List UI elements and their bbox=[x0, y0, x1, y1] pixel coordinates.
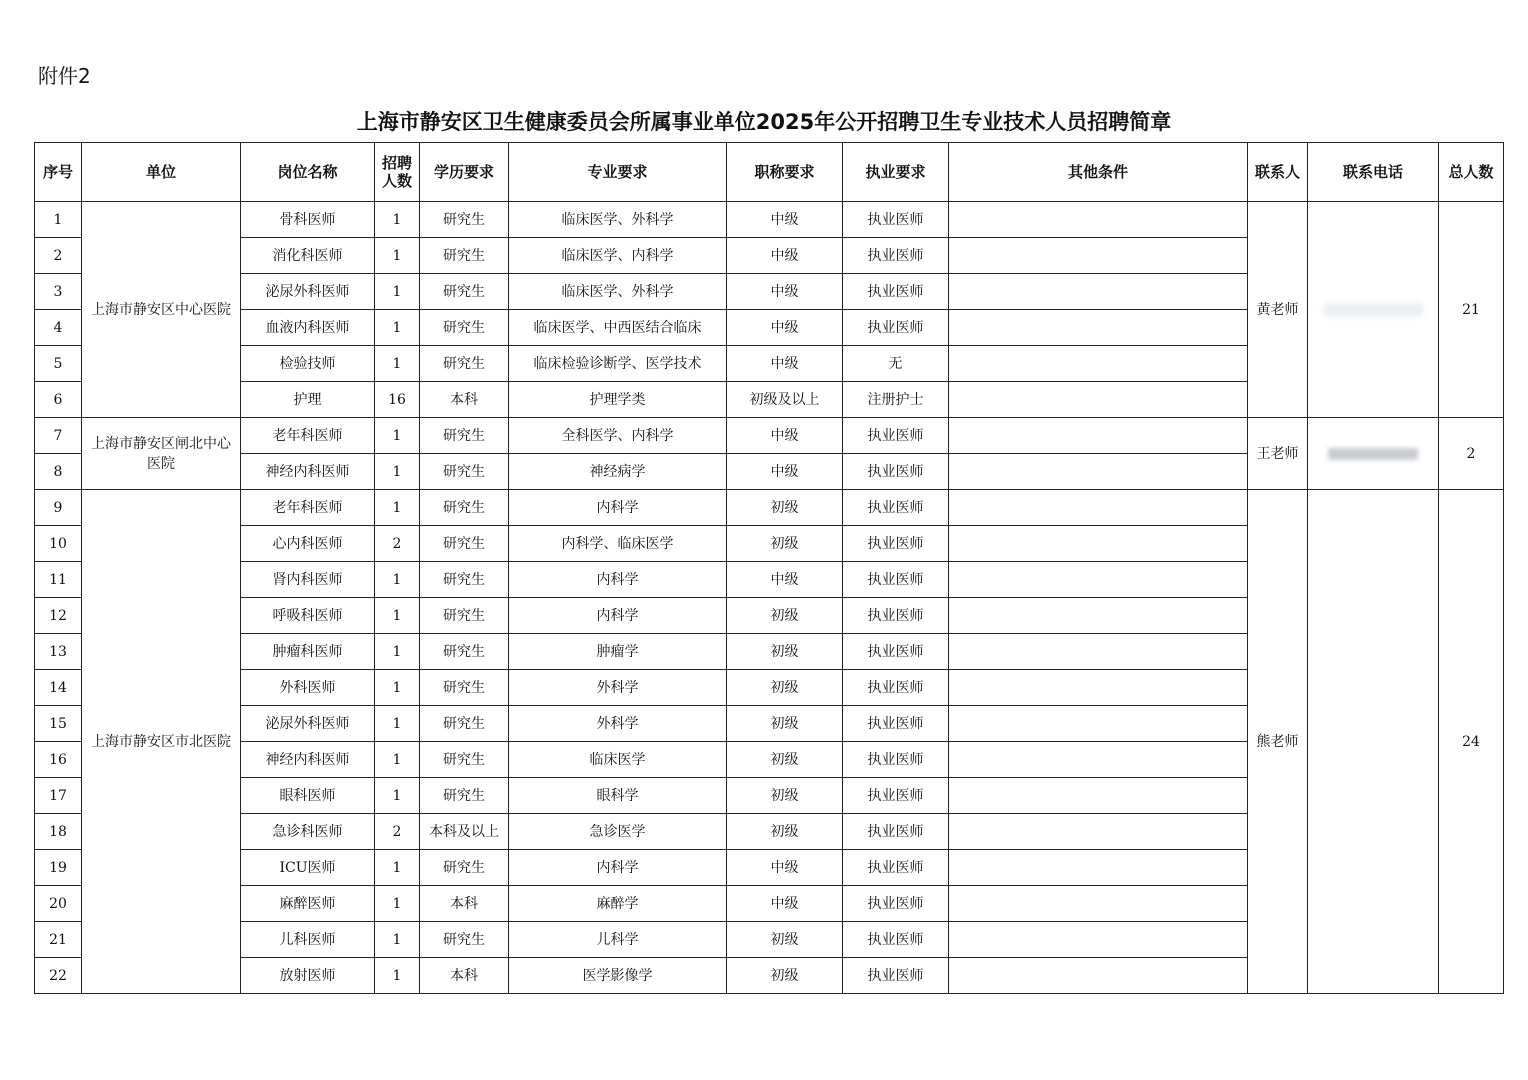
redacted-phone bbox=[1328, 448, 1418, 460]
title-req: 初级 bbox=[727, 778, 843, 814]
education-req: 研究生 bbox=[420, 706, 509, 742]
header-post: 岗位名称 bbox=[241, 143, 375, 202]
education-req: 本科 bbox=[420, 382, 509, 418]
post-name: 泌尿外科医师 bbox=[241, 274, 375, 310]
row-index: 14 bbox=[35, 670, 82, 706]
post-name: 肾内科医师 bbox=[241, 562, 375, 598]
recruit-count: 2 bbox=[375, 526, 420, 562]
license-req: 执业医师 bbox=[843, 274, 949, 310]
license-req: 执业医师 bbox=[843, 202, 949, 238]
other-conditions bbox=[949, 418, 1248, 454]
title-req: 中级 bbox=[727, 454, 843, 490]
unit-name: 上海市静安区市北医院 bbox=[82, 490, 241, 994]
contact-phone bbox=[1308, 418, 1439, 490]
recruit-count: 1 bbox=[375, 670, 420, 706]
major-req: 护理学类 bbox=[509, 382, 727, 418]
recruit-count: 2 bbox=[375, 814, 420, 850]
row-index: 17 bbox=[35, 778, 82, 814]
major-req: 眼科学 bbox=[509, 778, 727, 814]
recruit-count: 1 bbox=[375, 742, 420, 778]
education-req: 研究生 bbox=[420, 346, 509, 382]
post-name: 血液内科医师 bbox=[241, 310, 375, 346]
title-req: 初级 bbox=[727, 598, 843, 634]
post-name: 护理 bbox=[241, 382, 375, 418]
table-header-row bbox=[35, 143, 1504, 202]
post-name: 老年科医师 bbox=[241, 490, 375, 526]
row-index: 1 bbox=[35, 202, 82, 238]
education-req: 研究生 bbox=[420, 526, 509, 562]
other-conditions bbox=[949, 778, 1248, 814]
recruit-count: 1 bbox=[375, 598, 420, 634]
table-row bbox=[35, 490, 1504, 526]
major-req: 外科学 bbox=[509, 670, 727, 706]
post-name: 骨科医师 bbox=[241, 202, 375, 238]
header-phone: 联系电话 bbox=[1308, 143, 1439, 202]
recruit-count: 1 bbox=[375, 454, 420, 490]
recruitment-table bbox=[34, 142, 1504, 994]
other-conditions bbox=[949, 310, 1248, 346]
other-conditions bbox=[949, 346, 1248, 382]
major-req: 内科学 bbox=[509, 490, 727, 526]
row-index: 16 bbox=[35, 742, 82, 778]
post-name: 眼科医师 bbox=[241, 778, 375, 814]
contact-person: 熊老师 bbox=[1248, 490, 1308, 994]
title-req: 中级 bbox=[727, 274, 843, 310]
license-req: 执业医师 bbox=[843, 886, 949, 922]
education-req: 研究生 bbox=[420, 742, 509, 778]
license-req: 执业医师 bbox=[843, 418, 949, 454]
header-total: 总人数 bbox=[1439, 143, 1504, 202]
title-req: 初级 bbox=[727, 922, 843, 958]
education-req: 研究生 bbox=[420, 274, 509, 310]
title-req: 中级 bbox=[727, 886, 843, 922]
title-req: 中级 bbox=[727, 202, 843, 238]
license-req: 执业医师 bbox=[843, 526, 949, 562]
header-index: 序号 bbox=[35, 143, 82, 202]
other-conditions bbox=[949, 922, 1248, 958]
major-req: 肿瘤学 bbox=[509, 634, 727, 670]
license-req: 执业医师 bbox=[843, 238, 949, 274]
title-req: 初级 bbox=[727, 958, 843, 994]
row-index: 10 bbox=[35, 526, 82, 562]
contact-person: 王老师 bbox=[1248, 418, 1308, 490]
education-req: 研究生 bbox=[420, 850, 509, 886]
row-index: 11 bbox=[35, 562, 82, 598]
major-req: 医学影像学 bbox=[509, 958, 727, 994]
other-conditions bbox=[949, 526, 1248, 562]
education-req: 研究生 bbox=[420, 562, 509, 598]
title-req: 初级 bbox=[727, 814, 843, 850]
row-index: 8 bbox=[35, 454, 82, 490]
title-req: 初级 bbox=[727, 742, 843, 778]
other-conditions bbox=[949, 670, 1248, 706]
other-conditions bbox=[949, 742, 1248, 778]
contact-person: 黄老师 bbox=[1248, 202, 1308, 418]
title-req: 中级 bbox=[727, 310, 843, 346]
post-name: 放射医师 bbox=[241, 958, 375, 994]
recruit-count: 1 bbox=[375, 238, 420, 274]
other-conditions bbox=[949, 958, 1248, 994]
table-row bbox=[35, 418, 1504, 454]
attachment-label: 附件2 bbox=[38, 64, 91, 88]
row-index: 12 bbox=[35, 598, 82, 634]
education-req: 研究生 bbox=[420, 634, 509, 670]
post-name: 儿科医师 bbox=[241, 922, 375, 958]
education-req: 研究生 bbox=[420, 418, 509, 454]
post-name: 检验技师 bbox=[241, 346, 375, 382]
other-conditions bbox=[949, 274, 1248, 310]
major-req: 临床医学 bbox=[509, 742, 727, 778]
education-req: 本科及以上 bbox=[420, 814, 509, 850]
row-index: 3 bbox=[35, 274, 82, 310]
major-req: 内科学 bbox=[509, 562, 727, 598]
post-name: 呼吸科医师 bbox=[241, 598, 375, 634]
license-req: 执业医师 bbox=[843, 670, 949, 706]
license-req: 执业医师 bbox=[843, 922, 949, 958]
major-req: 临床医学、内科学 bbox=[509, 238, 727, 274]
header-contact: 联系人 bbox=[1248, 143, 1308, 202]
license-req: 注册护士 bbox=[843, 382, 949, 418]
license-req: 执业医师 bbox=[843, 706, 949, 742]
education-req: 研究生 bbox=[420, 202, 509, 238]
post-name: 老年科医师 bbox=[241, 418, 375, 454]
row-index: 20 bbox=[35, 886, 82, 922]
row-index: 7 bbox=[35, 418, 82, 454]
other-conditions bbox=[949, 238, 1248, 274]
title-req: 中级 bbox=[727, 238, 843, 274]
row-index: 18 bbox=[35, 814, 82, 850]
recruit-count: 1 bbox=[375, 778, 420, 814]
education-req: 本科 bbox=[420, 958, 509, 994]
major-req: 内科学 bbox=[509, 850, 727, 886]
education-req: 研究生 bbox=[420, 454, 509, 490]
major-req: 麻醉学 bbox=[509, 886, 727, 922]
post-name: 外科医师 bbox=[241, 670, 375, 706]
post-name: 肿瘤科医师 bbox=[241, 634, 375, 670]
license-req: 执业医师 bbox=[843, 454, 949, 490]
other-conditions bbox=[949, 634, 1248, 670]
recruit-count: 1 bbox=[375, 274, 420, 310]
recruit-count: 1 bbox=[375, 886, 420, 922]
other-conditions bbox=[949, 382, 1248, 418]
post-name: 神经内科医师 bbox=[241, 742, 375, 778]
license-req: 执业医师 bbox=[843, 634, 949, 670]
education-req: 研究生 bbox=[420, 922, 509, 958]
other-conditions bbox=[949, 598, 1248, 634]
unit-total: 21 bbox=[1439, 202, 1504, 418]
other-conditions bbox=[949, 814, 1248, 850]
recruit-count: 1 bbox=[375, 634, 420, 670]
education-req: 研究生 bbox=[420, 598, 509, 634]
row-index: 5 bbox=[35, 346, 82, 382]
other-conditions bbox=[949, 886, 1248, 922]
redacted-phone bbox=[1323, 303, 1423, 317]
major-req: 临床检验诊断学、医学技术 bbox=[509, 346, 727, 382]
major-req: 外科学 bbox=[509, 706, 727, 742]
education-req: 研究生 bbox=[420, 490, 509, 526]
header-title: 职称要求 bbox=[727, 143, 843, 202]
other-conditions bbox=[949, 562, 1248, 598]
major-req: 临床医学、外科学 bbox=[509, 274, 727, 310]
header-education: 学历要求 bbox=[420, 143, 509, 202]
recruit-count: 1 bbox=[375, 562, 420, 598]
header-major: 专业要求 bbox=[509, 143, 727, 202]
major-req: 急诊医学 bbox=[509, 814, 727, 850]
table-body bbox=[35, 202, 1504, 994]
education-req: 研究生 bbox=[420, 670, 509, 706]
unit-total: 24 bbox=[1439, 490, 1504, 994]
other-conditions bbox=[949, 202, 1248, 238]
header-other: 其他条件 bbox=[949, 143, 1248, 202]
row-index: 6 bbox=[35, 382, 82, 418]
other-conditions bbox=[949, 850, 1248, 886]
title-req: 中级 bbox=[727, 562, 843, 598]
major-req: 儿科学 bbox=[509, 922, 727, 958]
row-index: 4 bbox=[35, 310, 82, 346]
header-unit: 单位 bbox=[82, 143, 241, 202]
post-name: ICU医师 bbox=[241, 850, 375, 886]
title-req: 中级 bbox=[727, 418, 843, 454]
title-req: 初级 bbox=[727, 526, 843, 562]
title-req: 初级 bbox=[727, 670, 843, 706]
contact-phone bbox=[1308, 490, 1439, 994]
row-index: 15 bbox=[35, 706, 82, 742]
license-req: 执业医师 bbox=[843, 742, 949, 778]
recruit-count: 1 bbox=[375, 202, 420, 238]
unit-total: 2 bbox=[1439, 418, 1504, 490]
row-index: 13 bbox=[35, 634, 82, 670]
recruit-count: 1 bbox=[375, 706, 420, 742]
title-req: 中级 bbox=[727, 850, 843, 886]
contact-phone bbox=[1308, 202, 1439, 418]
row-index: 2 bbox=[35, 238, 82, 274]
license-req: 执业医师 bbox=[843, 958, 949, 994]
title-req: 初级 bbox=[727, 490, 843, 526]
education-req: 研究生 bbox=[420, 238, 509, 274]
major-req: 临床医学、外科学 bbox=[509, 202, 727, 238]
row-index: 21 bbox=[35, 922, 82, 958]
major-req: 内科学 bbox=[509, 598, 727, 634]
education-req: 本科 bbox=[420, 886, 509, 922]
recruit-count: 1 bbox=[375, 346, 420, 382]
page-title: 上海市静安区卫生健康委员会所属事业单位2025年公开招聘卫生专业技术人员招聘简章 bbox=[356, 110, 1172, 134]
title-req: 初级及以上 bbox=[727, 382, 843, 418]
header-count: 招聘人数 bbox=[375, 143, 420, 202]
unit-name: 上海市静安区中心医院 bbox=[82, 202, 241, 418]
major-req: 临床医学、中西医结合临床 bbox=[509, 310, 727, 346]
post-name: 心内科医师 bbox=[241, 526, 375, 562]
post-name: 神经内科医师 bbox=[241, 454, 375, 490]
row-index: 22 bbox=[35, 958, 82, 994]
recruit-count: 1 bbox=[375, 850, 420, 886]
table-row bbox=[35, 202, 1504, 238]
license-req: 执业医师 bbox=[843, 598, 949, 634]
recruit-count: 1 bbox=[375, 490, 420, 526]
recruit-count: 1 bbox=[375, 310, 420, 346]
title-req: 初级 bbox=[727, 706, 843, 742]
license-req: 无 bbox=[843, 346, 949, 382]
post-name: 消化科医师 bbox=[241, 238, 375, 274]
license-req: 执业医师 bbox=[843, 562, 949, 598]
other-conditions bbox=[949, 706, 1248, 742]
recruit-count: 1 bbox=[375, 418, 420, 454]
recruit-count: 16 bbox=[375, 382, 420, 418]
education-req: 研究生 bbox=[420, 778, 509, 814]
license-req: 执业医师 bbox=[843, 778, 949, 814]
recruit-count: 1 bbox=[375, 922, 420, 958]
recruit-count: 1 bbox=[375, 958, 420, 994]
license-req: 执业医师 bbox=[843, 814, 949, 850]
row-index: 19 bbox=[35, 850, 82, 886]
title-req: 中级 bbox=[727, 346, 843, 382]
post-name: 急诊科医师 bbox=[241, 814, 375, 850]
license-req: 执业医师 bbox=[843, 850, 949, 886]
unit-name: 上海市静安区闸北中心医院 bbox=[82, 418, 241, 490]
other-conditions bbox=[949, 454, 1248, 490]
header-license: 执业要求 bbox=[843, 143, 949, 202]
major-req: 内科学、临床医学 bbox=[509, 526, 727, 562]
other-conditions bbox=[949, 490, 1248, 526]
license-req: 执业医师 bbox=[843, 310, 949, 346]
major-req: 神经病学 bbox=[509, 454, 727, 490]
education-req: 研究生 bbox=[420, 310, 509, 346]
major-req: 全科医学、内科学 bbox=[509, 418, 727, 454]
license-req: 执业医师 bbox=[843, 490, 949, 526]
post-name: 麻醉医师 bbox=[241, 886, 375, 922]
post-name: 泌尿外科医师 bbox=[241, 706, 375, 742]
title-req: 初级 bbox=[727, 634, 843, 670]
row-index: 9 bbox=[35, 490, 82, 526]
